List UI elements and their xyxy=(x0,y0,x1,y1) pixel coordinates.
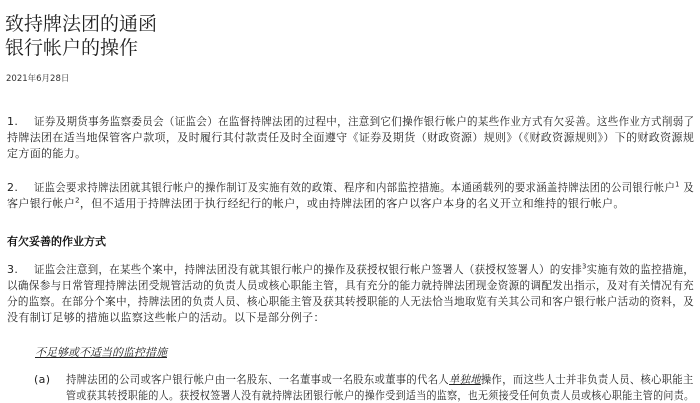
footnote-ref-3[interactable]: 3 xyxy=(582,262,587,271)
footnote-ref-1[interactable]: 1 xyxy=(675,180,680,189)
page-subtitle: 银行帐户的操作 xyxy=(5,37,139,59)
paragraph-2-number: 2. xyxy=(7,181,19,194)
paragraph-2-line-2-start: 客户银行帐户 xyxy=(7,197,76,210)
paragraph-3-line-1-text: 证监会注意到，在某些个案中，持牌法团没有就其银行帐户的操作及获授权银行帐户签署人（获授权签署人）的安排 xyxy=(34,263,583,276)
item-a-line-1-end: 操作，而这些人士并非负责人员、核心职能主 xyxy=(480,373,694,386)
paragraph-2-line-1-end: 及 xyxy=(679,181,695,194)
paragraph-2-line-2 xyxy=(7,197,625,211)
section-heading: 有欠妥善的作业方式 xyxy=(7,235,106,248)
paragraph-1-line-3: 定方面的能力。 xyxy=(7,147,87,160)
footnote-ref-2[interactable]: 2 xyxy=(75,196,80,205)
paragraph-3-line-2-cont: 发出指示，及对有关情况有充 xyxy=(552,279,695,292)
publish-date: 2021年6月28日 xyxy=(6,74,70,84)
paragraph-1-line-1: 证券及期货事务监察委员会（证监会）在监督持牌法团的过程中，注意到它们操作银行帐户的某些作业方式有欠妥善。这些作业方式削弱了 xyxy=(34,115,695,128)
item-a-line-1-start: 持牌法团的公司或客户银行帐户由一名股东、一名董事或一名股东或董事的代名人 xyxy=(66,373,449,386)
paragraph-2-line-1 xyxy=(34,181,694,195)
paragraph-3-line-2-text: 以确保参与日常管理持牌法团受规管活动的负责人员或核心职能主管，具有充分的能力就持牌法团现金资源的调配 xyxy=(7,279,553,292)
paragraph-3-line-4: 没有制订足够的措施以监察这些帐户的活动。以下是部分例子： xyxy=(7,311,325,324)
paragraph-3-line-3: 分的监察。在部分个案中，持牌法团的负责人员、核心职能主管及获其转授职能的人无法恰当地取览有关其公司和客户银行帐户活动的资料，及 xyxy=(7,295,695,308)
paragraph-3-line-2 xyxy=(7,279,694,293)
item-a-line-2: 管或获其转授职能的人。获授权签署人没有就持牌法团银行帐户的操作受到适当的监察，也无须接受任何负责人员或核心职能主管的问责。 xyxy=(66,389,695,402)
item-a-line-1 xyxy=(66,373,694,387)
paragraph-2-line-2-text: ，但不适用于持牌法团于执行经纪行的帐户，或由持牌法团的客户以客户本身的名义开立和维持的银行帐户。 xyxy=(79,197,625,210)
paragraph-1-number: 1. xyxy=(7,115,19,128)
paragraph-3-line-1-end: 实施有效的监控措施， xyxy=(586,263,695,276)
paragraph-1-line-2: 持牌法团在适当地保管客户款项，及时履行其付款责任及时全面遵守《证券及期货（财政资源）规则》（《财政资源规则》）下的财政资源规 xyxy=(7,131,695,144)
subsection-heading: 不足够或不适当的监控措施 xyxy=(35,346,167,359)
item-a-label: (a) xyxy=(34,373,51,386)
page-title: 致持牌法团的通函 xyxy=(5,13,158,35)
item-a-emphasis: 单独地 xyxy=(448,373,481,386)
paragraph-2-line-1-text: 证监会要求持牌法团就其银行帐户的操作制订及实施有效的政策、程序和内部监控措施。本通函载列的要求涵盖持牌法团的公司银行帐户 xyxy=(34,181,676,194)
paragraph-3-line-1 xyxy=(34,263,694,277)
paragraph-3-number: 3. xyxy=(7,263,19,276)
